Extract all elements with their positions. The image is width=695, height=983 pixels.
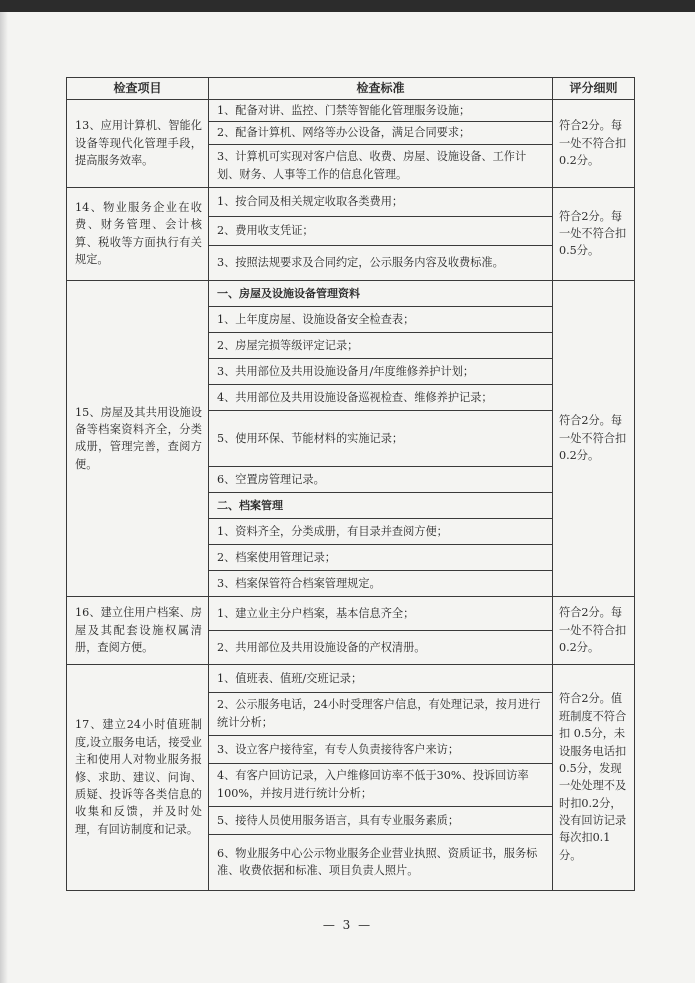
item-14: 14、物业服务企业在收费、财务管理、会计核算、税收等方面执行有关规定。 <box>67 187 209 280</box>
standard-cell: 5、接待人员使用服务语言，具有专业服务素质； <box>209 806 553 834</box>
header-score: 评分细则 <box>553 78 635 100</box>
page-number: — 3 — <box>322 918 373 932</box>
standard-cell: 4、共用部位及共用设施设备巡视检查、维修养护记录； <box>209 384 553 410</box>
standard-cell: 1、资料齐全，分类成册，有目录并查阅方便； <box>209 518 553 544</box>
table-row <box>67 187 635 216</box>
standard-cell: 3、共用部位及共用设施设备月/年度维修养护计划； <box>209 358 553 384</box>
standard-cell: 1、建立业主分户档案，基本信息齐全； <box>209 596 553 630</box>
standard-cell: 2、费用收支凭证； <box>209 216 553 245</box>
standard-cell: 2、房屋完损等级评定记录； <box>209 332 553 358</box>
score-13: 符合2分。每一处不符合扣 0.2分。 <box>553 100 635 188</box>
header-item: 检查项目 <box>67 78 209 100</box>
standard-cell: 6、物业服务中心公示物业服务企业营业执照、资质证书，服务标准、收费依据和标准、项目负责人照片。 <box>209 834 553 890</box>
standard-cell: 2、共用部位及共用设施设备的产权清册。 <box>209 630 553 664</box>
table-header-row <box>67 78 635 100</box>
standard-cell: 2、档案使用管理记录； <box>209 544 553 570</box>
standard-cell: 4、有客户回访记录，入户维修回访率不低于30%、投诉回访率100%，并按月进行统计分析； <box>209 763 553 806</box>
standard-subheading: 二、档案管理 <box>209 492 553 518</box>
standard-cell: 3、按照法规要求及合同约定，公示服务内容及收费标准。 <box>209 245 553 280</box>
standard-cell: 1、配备对讲、监控、门禁等智能化管理服务设施； <box>209 100 553 122</box>
standard-cell: 6、空置房管理记录。 <box>209 466 553 492</box>
table-row <box>67 100 635 122</box>
standard-cell: 3、计算机可实现对客户信息、收费、房屋、设施设备、工作计划、财务、人事等工作的信息化管理。 <box>209 144 553 187</box>
standard-cell: 2、配备计算机、网络等办公设备，满足合同要求； <box>209 122 553 144</box>
standard-subheading: 一、房屋及设施设备管理资料 <box>209 280 553 306</box>
inspection-table <box>66 77 635 891</box>
standard-cell: 3、档案保管符合档案管理规定。 <box>209 570 553 596</box>
standard-cell: 1、上年度房屋、设施设备安全检查表； <box>209 306 553 332</box>
score-16: 符合2分。每一处不符合扣0.2分。 <box>553 596 635 664</box>
standard-cell: 3、设立客户接待室，有专人负责接待客户来访； <box>209 735 553 763</box>
scan-top-border <box>0 0 695 12</box>
item-17: 17、建立24小时值班制度,设立服务电话，接受业主和使用人对物业服务报修、求助、建议、问询、质疑、投诉等各类信息的收集和反馈，并及时处理，有回访制度和记录。 <box>67 664 209 890</box>
header-standard: 检查标准 <box>209 78 553 100</box>
item-15: 15、房屋及其共用设施设备等档案资料齐全，分类成册，管理完善，查阅方便。 <box>67 280 209 596</box>
standard-cell: 2、公示服务电话，24小时受理客户信息，有处理记录，按月进行统计分析； <box>209 692 553 735</box>
table-row <box>67 280 635 306</box>
item-13: 13、应用计算机、智能化设备等现代化管理手段，提高服务效率。 <box>67 100 209 188</box>
standard-cell: 5、使用环保、节能材料的实施记录； <box>209 410 553 466</box>
score-15: 符合2分。每一处不符合扣 0.2分。 <box>553 280 635 596</box>
standard-cell: 1、按合同及相关规定收取各类费用； <box>209 187 553 216</box>
standard-cell: 1、值班表、值班/交班记录； <box>209 664 553 692</box>
table-row <box>67 596 635 630</box>
scan-left-shadow <box>0 12 8 983</box>
score-17: 符合2分。值班制度不符合扣 0.5分，未设服务电话扣0.5分，发现一处处理不及时扣0.2分，没有回访记录每次扣0.1分。 <box>553 664 635 890</box>
score-14: 符合2分。每一处不符合扣 0.5分。 <box>553 187 635 280</box>
item-16: 16、建立住用户档案、房屋及其配套设施权属清册，查阅方便。 <box>67 596 209 664</box>
table-row <box>67 664 635 692</box>
